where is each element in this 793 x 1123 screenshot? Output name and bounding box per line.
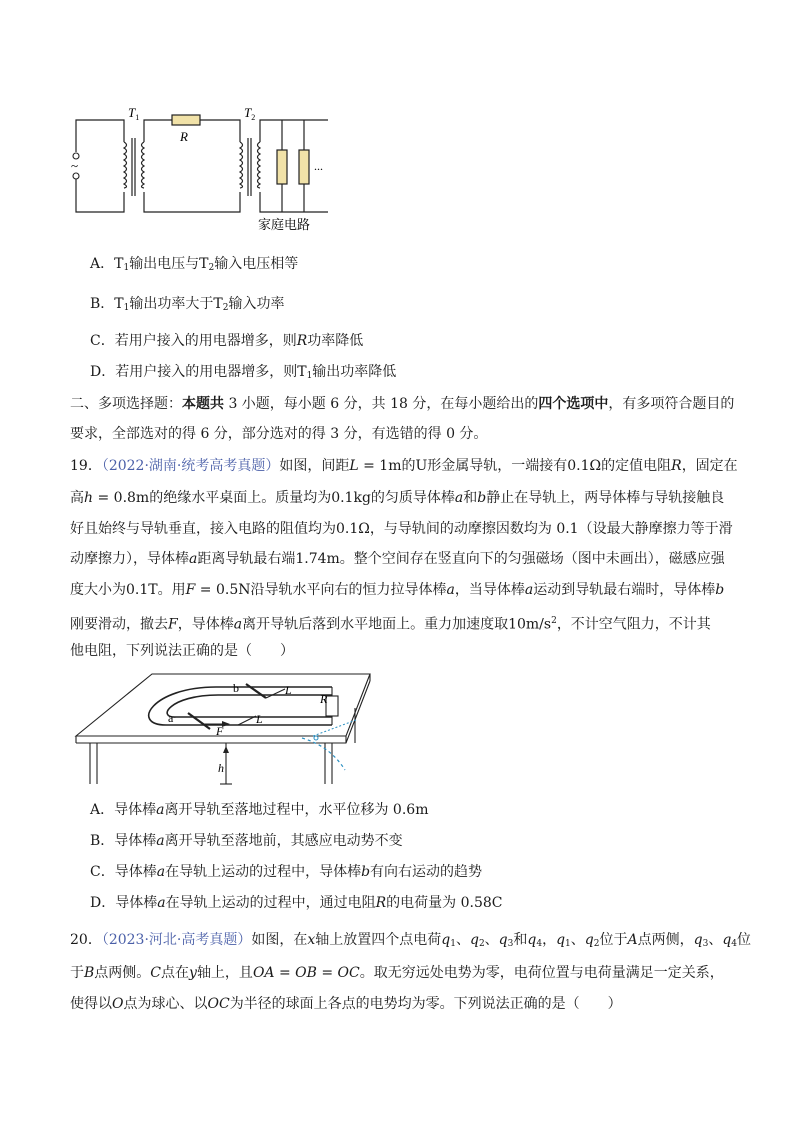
label-a: a xyxy=(168,711,174,725)
rail-resistor xyxy=(326,696,338,716)
option-19-b: B．导体棒a离开导轨至落地前，其感应电动势不变 xyxy=(90,833,403,849)
q19-line-4: 动摩擦力），导体棒a距离导轨最右端1.74m。整个空间存在竖直向下的匀强磁场（图中未画出），磁感应强 xyxy=(70,551,725,567)
section-2-heading: 二、多项选择题：本题共 3 小题，每小题 6 分，共 18 分，在每小题给出的四个选项中，有多项符合题目的 xyxy=(70,396,735,412)
q20-line-3: 使得以O点为球心、以OC为半径的球面上各点的电势均为零。下列说法正确的是（ ） xyxy=(70,996,622,1012)
resistor-r xyxy=(172,115,200,125)
ac-source-symbol: ~ xyxy=(71,158,79,173)
option-18-a: A．$T_1$输出电压与$T_2$输入电压相等 xyxy=(90,256,299,273)
label-r: R xyxy=(180,129,188,144)
load-2 xyxy=(299,150,309,184)
option-18-d: D．若用户接入的用电器增多，则$T_1$输出功率降低 xyxy=(90,364,397,381)
option-19-d: D．导体棒a在导轨上运动的过程中，通过电阻R的电荷量为 0.58C xyxy=(90,895,503,911)
option-18-b: B．$T_1$输出功率大于$T_2$输入功率 xyxy=(90,296,285,313)
q19-line-1: 19．（2022·湖南·统考高考真题）如图，间距L = 1m的U形金属导轨，一端接有0.1Ω的定值电阻R，固定在 xyxy=(70,458,738,474)
label-f: F xyxy=(216,724,224,738)
load-1 xyxy=(277,150,287,184)
ellipsis: ... xyxy=(314,159,323,173)
rails-table-figure xyxy=(70,668,390,793)
q20-line-1: 20．（2023·河北·高考真题）如图，在x轴上放置四个点电荷$q_1$、$q_2$、$q_3$和$q_4$，$q_1$、$q_2$位于A点两侧，$q_3$、$q_4$位 xyxy=(70,932,752,949)
option-19-a: A．导体棒a离开导轨至落地过程中，水平位移为 0.6m xyxy=(90,802,429,818)
q19-line-7: 他电阻，下列说法正确的是（ ） xyxy=(70,643,294,659)
transformer-circuit-figure xyxy=(60,100,350,235)
label-r: R xyxy=(320,692,328,706)
label-t2: $T_2$ xyxy=(244,105,256,122)
label-h: h xyxy=(218,761,224,775)
label-b: b xyxy=(233,681,239,695)
label-l-lower: L xyxy=(256,712,263,726)
household-circuit-caption: 家庭电路 xyxy=(258,217,311,232)
q19-line-3: 好且始终与导轨垂直，接入电路的阻值均为0.1Ω，与导轨间的动摩擦因数均为 0.1（设最大静摩擦力等于滑 xyxy=(70,521,733,537)
label-l-upper: L xyxy=(285,683,292,697)
label-t1: $T_1$ xyxy=(128,105,140,122)
option-19-c: C．导体棒a在导轨上运动的过程中，导体棒b有向右运动的趋势 xyxy=(90,864,483,880)
q19-line-6: 刚要滑动，撤去F，导体棒a离开导轨后落到水平地面上。重力加速度取$10m/s^2$，不计空气阻力，不计其 xyxy=(70,616,711,633)
section-2-rule: 要求，全部选对的得 6 分，部分选对的得 3 分，有选错的得 0 分。 xyxy=(70,426,488,442)
q19-line-5: 度大小为0.1T。用F = 0.5N沿导轨水平向右的恒力拉导体棒a，当导体棒a运动到导轨最右端时，导体棒b xyxy=(70,582,725,598)
q19-line-2: 高h = 0.8m的绝缘水平桌面上。质量均为0.1kg的匀质导体棒a和b静止在导轨上，两导体棒与导轨接触良 xyxy=(70,490,725,506)
q20-line-2: 于B点两侧。C点在y轴上，且OA = OB = OC。取无穷远处电势为零，电荷位置与电荷量满足一定关系， xyxy=(70,965,724,981)
option-18-c: C．若用户接入的用电器增多，则R功率降低 xyxy=(90,333,364,349)
